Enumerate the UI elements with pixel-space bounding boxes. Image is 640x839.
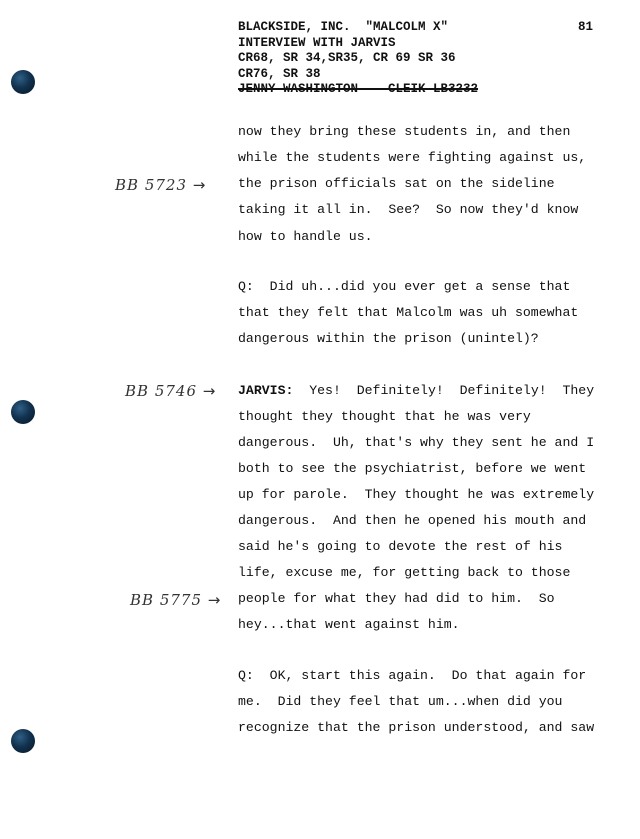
arrow-icon: →: [192, 176, 207, 194]
transcript-line: dangerous. Uh, that's why they sent he and I: [238, 435, 595, 450]
document-header: [238, 20, 478, 98]
header-line: CR68, SR 34,SR35, CR 69 SR 36: [238, 51, 456, 65]
transcript-line: thought they thought that he was very: [238, 409, 531, 424]
transcript-line: Q: Did uh...did you ever get a sense that: [238, 279, 571, 294]
transcript-line: taking it all in. See? So now they'd know: [238, 202, 579, 217]
header-line: BLACKSIDE, INC. "MALCOLM X": [238, 20, 449, 34]
transcript-line: while the students were fighting against us,: [238, 150, 587, 165]
header-line: CR76, SR 38: [238, 66, 321, 81]
transcript-line: recognize that the prison understood, and saw: [238, 720, 595, 735]
binder-hole-top: [11, 70, 35, 94]
arrow-icon: →: [207, 591, 222, 609]
transcript-line: how to handle us.: [238, 229, 373, 244]
transcript-line-text: Yes! Definitely! Definitely! They: [293, 383, 595, 398]
page-number: 81: [578, 20, 594, 34]
transcript-line: people for what they had did to him. So: [238, 591, 555, 606]
transcript-line: me. Did they feel that um...when did you: [238, 694, 563, 709]
margin-note-text: BB 5746: [125, 382, 197, 400]
transcript-line: the prison officials sat on the sideline: [238, 176, 555, 191]
transcript-line: up for parole. They thought he was extremely: [238, 487, 595, 502]
transcript-line: now they bring these students in, and then: [238, 124, 571, 139]
margin-note-text: BB 5775: [130, 591, 202, 609]
header-line-struck: JENNY WASHINGTON CLEIK LB3232: [238, 82, 479, 96]
transcript-line: hey...that went against him.: [238, 617, 460, 632]
margin-note-timecode: [115, 176, 206, 194]
speaker-label: JARVIS:: [238, 383, 294, 398]
transcript-line: dangerous. And then he opened his mouth and: [238, 513, 587, 528]
arrow-icon: →: [202, 382, 217, 400]
transcript-line: Q: OK, start this again. Do that again for: [238, 668, 587, 683]
binder-hole-bottom: [11, 729, 35, 753]
transcript-line: [238, 383, 594, 398]
margin-note-text: BB 5723: [115, 176, 187, 194]
transcript-line: dangerous within the prison (unintel)?: [238, 331, 539, 346]
margin-note-timecode: [125, 382, 216, 400]
transcript-line: that they felt that Malcolm was uh somewhat: [238, 305, 579, 320]
transcript-line: said he's going to devote the rest of his: [238, 539, 563, 554]
header-line: INTERVIEW WITH JARVIS: [238, 35, 396, 50]
binder-hole-middle: [11, 400, 35, 424]
transcript-line: life, excuse me, for getting back to those: [238, 565, 571, 580]
margin-note-timecode: [130, 591, 221, 609]
transcript-line: both to see the psychiatrist, before we went: [238, 461, 587, 476]
